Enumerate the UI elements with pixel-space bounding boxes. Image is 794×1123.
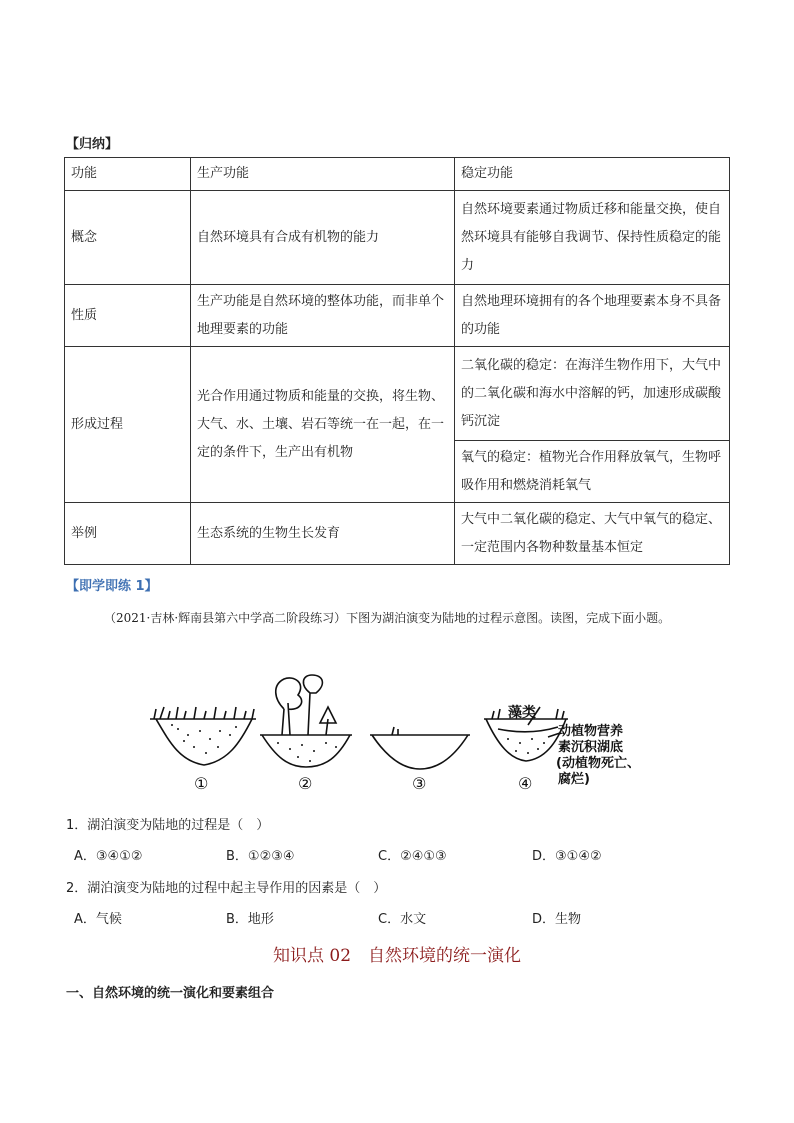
sediment-note-line-4: 腐烂) bbox=[558, 772, 590, 787]
production-cell: 生态系统的生物生长发育 bbox=[191, 503, 455, 565]
question-1: 1．湖泊演变为陆地的过程是（ ） bbox=[66, 818, 270, 833]
table-row bbox=[65, 347, 730, 441]
stage-label-3: ③ bbox=[412, 774, 427, 793]
header-cell-function: 功能 bbox=[65, 158, 191, 191]
table-row bbox=[65, 285, 730, 347]
row-label: 举例 bbox=[65, 503, 191, 565]
stage-label-2: ② bbox=[298, 774, 313, 793]
stage-3-sketch bbox=[370, 727, 470, 769]
q2-option-a[interactable]: A．气候 bbox=[74, 912, 122, 927]
section-title: 一、自然环境的统一演化和要素组合 bbox=[66, 986, 275, 1001]
stability-cell: 大气中二氧化碳的稳定、大气中氧气的稳定、一定范围内各物种数量基本恒定 bbox=[455, 503, 730, 565]
row-label: 性质 bbox=[65, 285, 191, 347]
summary-table bbox=[64, 157, 730, 565]
table-row bbox=[65, 503, 730, 565]
stability-cell-o2: 氧气的稳定：植物光合作用释放氧气，生物呼吸作用和燃烧消耗氧气 bbox=[455, 441, 730, 503]
row-label: 概念 bbox=[65, 191, 191, 285]
stability-cell-co2: 二氧化碳的稳定：在海洋生物作用下，大气中的二氧化碳和海水中溶解的钙，加速形成碳酸钙沉淀 bbox=[455, 347, 730, 441]
production-cell: 自然环境具有合成有机物的能力 bbox=[191, 191, 455, 285]
sediment-note-line-1: 动植物营养 bbox=[558, 724, 624, 739]
algae-label: 藻类 bbox=[508, 705, 536, 721]
lake-evolution-diagram bbox=[148, 673, 672, 799]
header-cell-stability: 稳定功能 bbox=[455, 158, 730, 191]
production-cell: 生产功能是自然环境的整体功能，而非单个地理要素的功能 bbox=[191, 285, 455, 347]
stage-2-sketch bbox=[260, 675, 352, 767]
sediment-note-line-2: 素沉积湖底 bbox=[558, 740, 624, 755]
header-cell-production: 生产功能 bbox=[191, 158, 455, 191]
question-2: 2．湖泊演变为陆地的过程中起主导作用的因素是（ ） bbox=[66, 881, 387, 896]
q1-option-d[interactable]: D．③①④② bbox=[532, 849, 602, 864]
q1-option-a[interactable]: A．③④①② bbox=[74, 849, 143, 864]
q2-option-c[interactable]: C．水文 bbox=[378, 912, 427, 927]
q2-option-b[interactable]: B．地形 bbox=[226, 912, 274, 927]
production-cell: 光合作用通过物质和能量的交换，将生物、大气、水、土壤、岩石等统一在一起，在一定的条件下，生产出有机物 bbox=[191, 347, 455, 503]
stability-cell: 自然地理环境拥有的各个地理要素本身不具备的功能 bbox=[455, 285, 730, 347]
row-label: 形成过程 bbox=[65, 347, 191, 503]
summary-heading: 【归纳】 bbox=[66, 137, 119, 152]
q2-option-d[interactable]: D．生物 bbox=[532, 912, 582, 927]
q1-option-c[interactable]: C．②④①③ bbox=[378, 849, 447, 864]
stability-cell: 自然环境要素通过物质迁移和能量交换，使自然环境具有能够自我调节、保持性质稳定的能力 bbox=[455, 191, 730, 285]
practice-intro: （2021·吉林·辉南县第六中学高二阶段练习）下图为湖泊演变为陆地的过程示意图。读图，完成下面小题。 bbox=[104, 611, 671, 625]
stage-label-1: ① bbox=[194, 774, 209, 793]
practice-heading: 【即学即练 1】 bbox=[66, 579, 158, 594]
q1-option-b[interactable]: B．①②③④ bbox=[226, 849, 295, 864]
table-row bbox=[65, 191, 730, 285]
stage-1-sketch bbox=[150, 707, 256, 765]
knowledge-point-title: 知识点 02 自然环境的统一演化 bbox=[272, 946, 522, 966]
sediment-note-line-3: (动植物死亡、 bbox=[556, 756, 640, 771]
stage-label-4: ④ bbox=[518, 774, 533, 793]
table-header-row bbox=[65, 158, 730, 191]
